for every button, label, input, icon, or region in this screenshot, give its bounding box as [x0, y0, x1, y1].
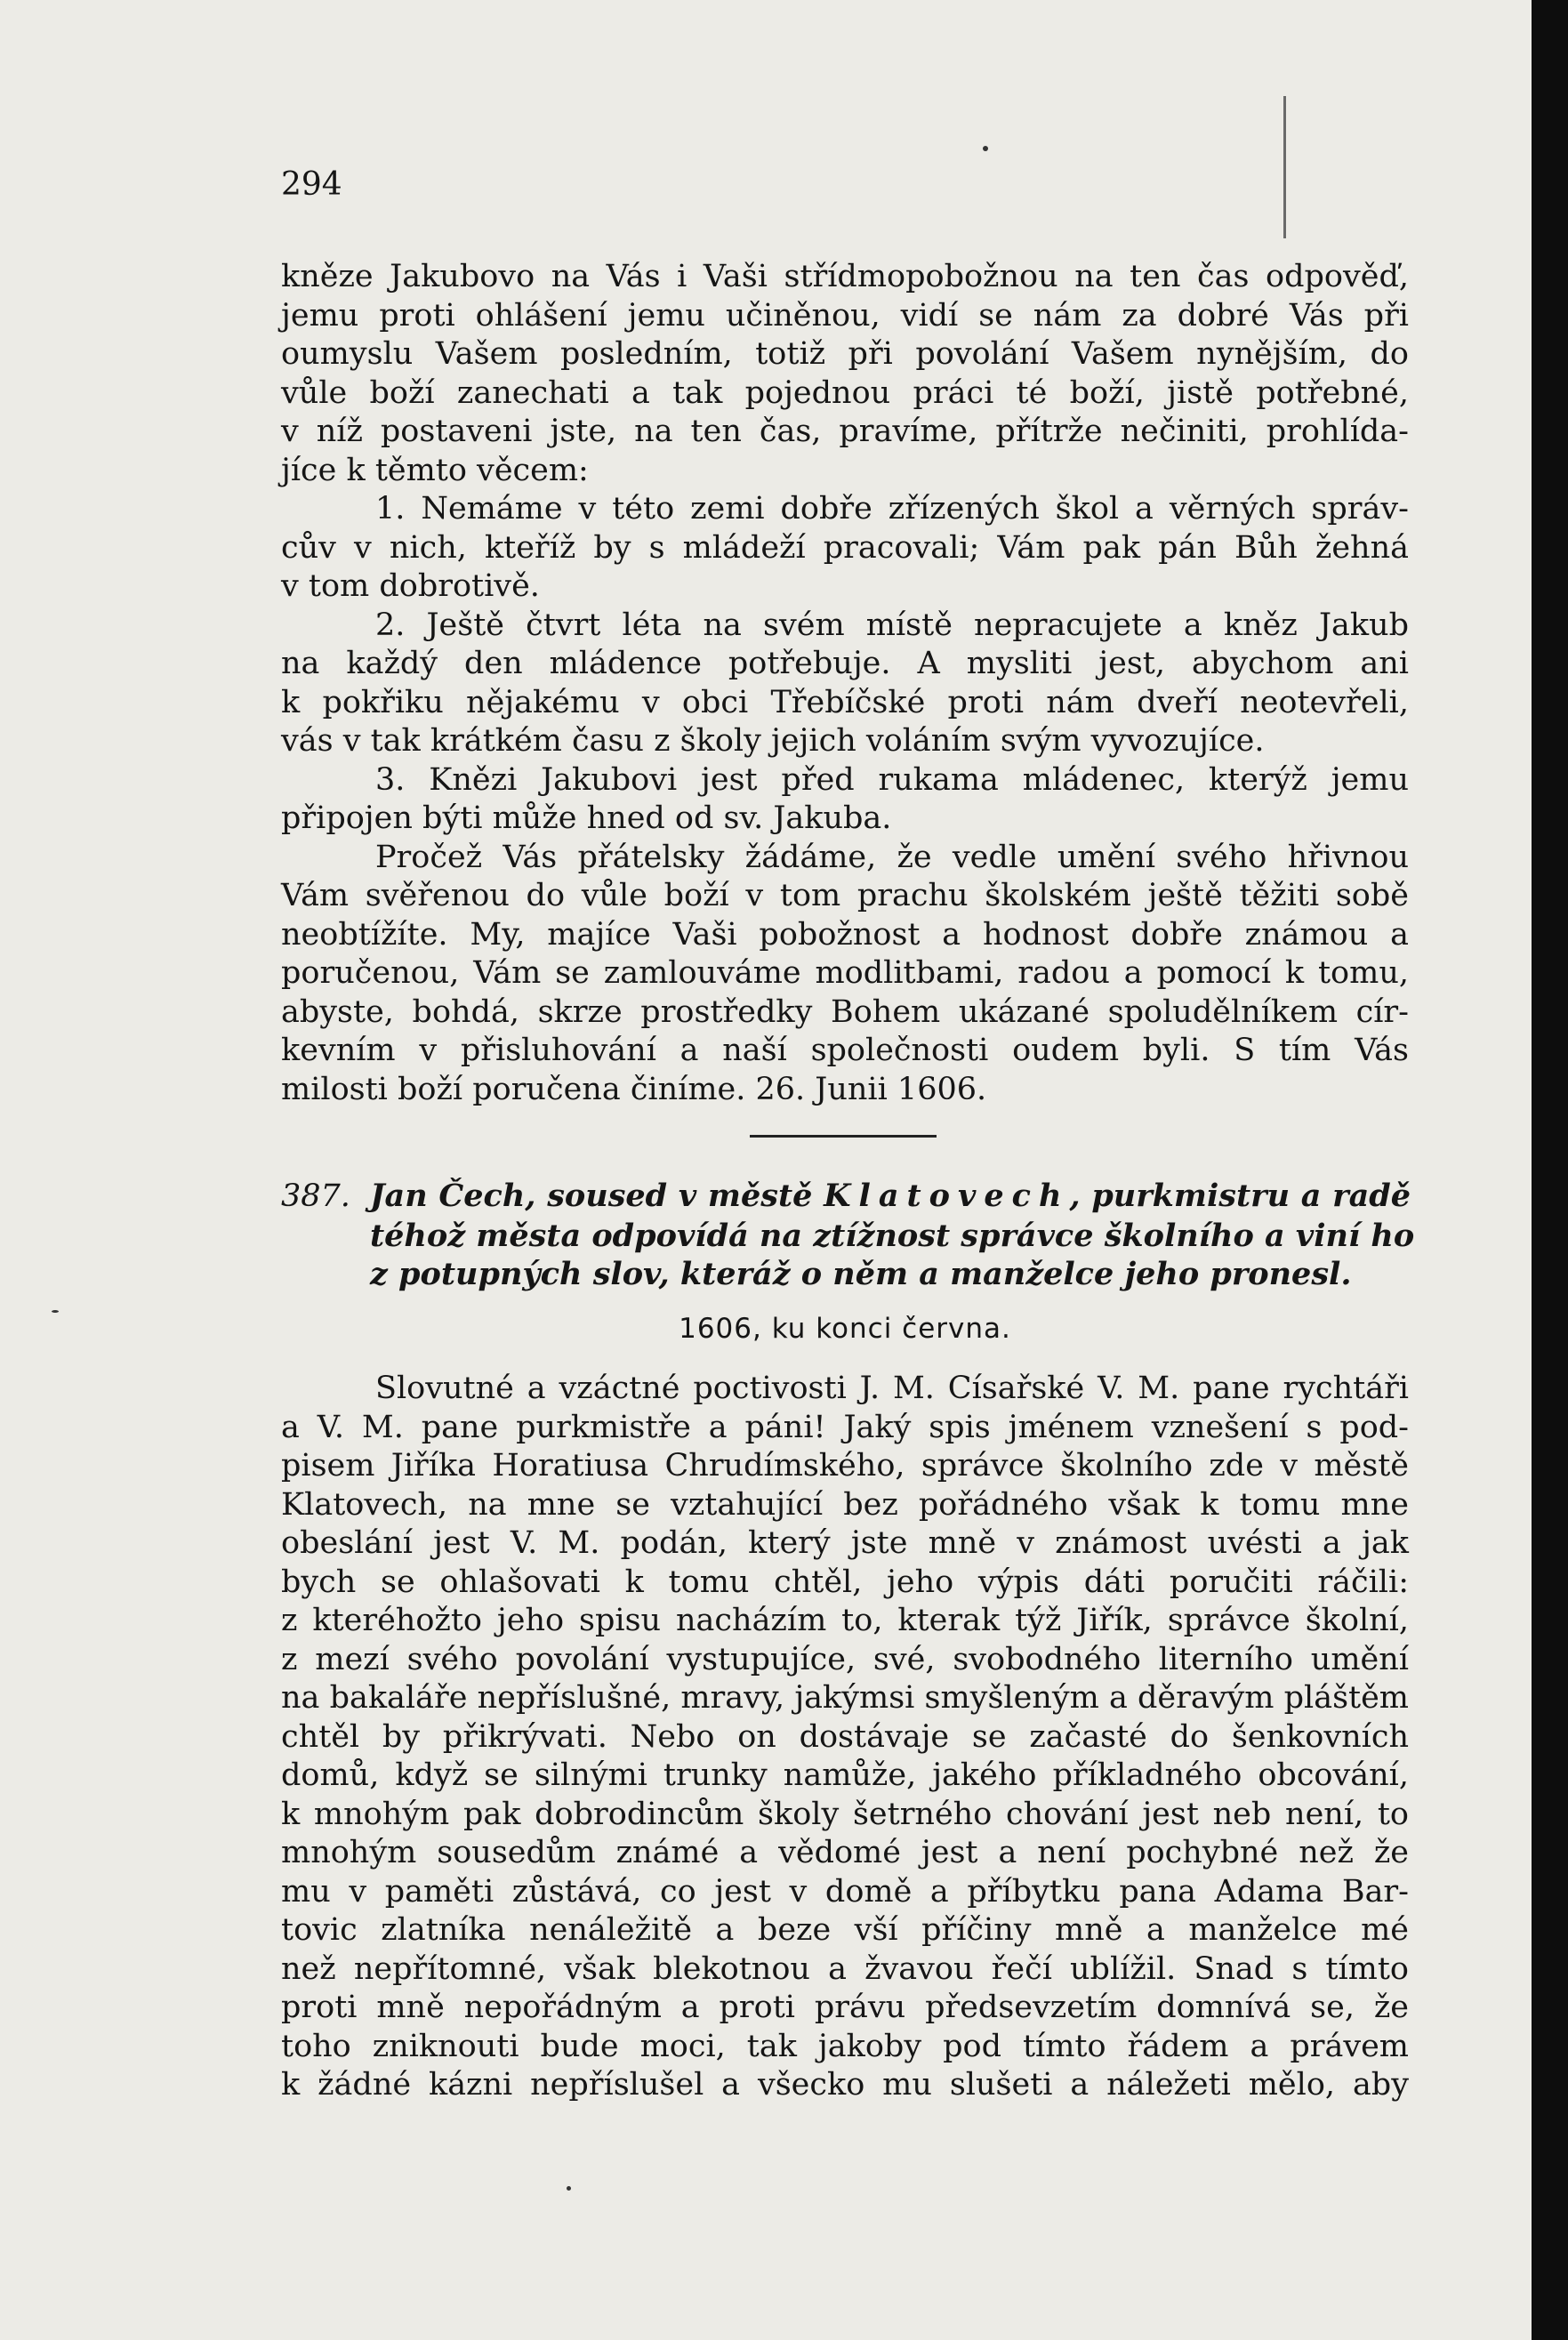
text-line: pisem Jiříka Horatiusa Chrudímského, správce školního zde v městě [281, 1448, 1409, 1484]
heading-text-1b: , purkmistru a radě [1069, 1178, 1411, 1214]
text-line: chtěl by přikrývati. Nebo on dostávaje se začasté do šenkovních [281, 1718, 1409, 1755]
text-line: toho zniknouti bude moci, tak jakoby pod tímto řádem a právem [281, 2028, 1409, 2064]
ink-speck [567, 2186, 571, 2191]
text-line: milosti boží poručena činíme. 26. Junii 1606. [281, 1071, 987, 1107]
text-line: z mezí svého povolání vystupujíce, své, svobodného literního umění [281, 1641, 1409, 1677]
text-line: Klatovech, na mne se vztahující bez pořádného však k tomu mne [281, 1486, 1409, 1523]
text-line: obeslání jest V. M. podán, který jste mně v známost uvésti a jak [281, 1525, 1409, 1561]
text-line: na bakaláře nepříslušné, mravy, jakýmsi smyšleným a děravým pláštěm [281, 1680, 1409, 1716]
text-line: bych se ohlašovati k tomu chtěl, jeho výpis dáti poručiti ráčili: [281, 1564, 1409, 1600]
text-line: domů, když se silnými trunky namůže, jakého příkladného obcování, [281, 1757, 1409, 1793]
section-divider [750, 1135, 937, 1138]
scan-edge [1532, 0, 1568, 2340]
heading-line-2: téhož města odpovídá na ztížnost správce školního a viní ho [370, 1217, 1415, 1254]
text-line: Pročež Vás přátelsky žádáme, že vedle umění svého hřivnou [375, 839, 1409, 875]
text-line: na každý den mládence potřebuje. A mysliti jest, abychom ani [281, 646, 1409, 681]
document-date: 1606, ku konci června. [679, 1313, 1011, 1345]
text-line: z kteréhožto jeho spisu nacházím to, kterak týž Jiřík, správce školní, [281, 1603, 1409, 1638]
text-line: abyste, bohdá, skrze prostředky Bohem ukázané spoludělníkem cír- [281, 993, 1409, 1030]
text-line: neobtížíte. My, majíce Vaši pobožnost a hodnost dobře známou a [281, 916, 1409, 953]
text-line: cův v nich, kteříž by s mládeží pracovali; Vám pak pán Bůh žehná [281, 529, 1409, 566]
text-line: k žádné kázni nepříslušel a všecko mu slušeti a náležeti mělo, aby [281, 2067, 1409, 2103]
text-line: oumyslu Vašem posledním, totiž při povolání Vašem nynějším, do [281, 336, 1409, 372]
text-line: kněze Jakubovo na Vás i Vaši střídmopobožnou na ten čas odpověď, [281, 259, 1409, 294]
text-line: 3. Knězi Jakubovi jest před rukama mládenec, kterýž jemu [375, 761, 1409, 798]
text-line: kevním v přisluhování a naší společnosti oudem byli. S tím Vás [281, 1033, 1409, 1068]
text-line: k pokřiku nějakému v obci Třebíčské proti nám dveří neotevřeli, [281, 684, 1409, 720]
text-line: Vám svěřenou do vůle boží v tom prachu školském ještě těžiti sobě [281, 878, 1409, 913]
ink-speck [52, 1310, 59, 1313]
text-line: mu v paměti zůstává, co jest v domě a příbytku pana Adama Bar- [281, 1873, 1409, 1910]
text-line: proti mně nepořádným a proti právu předsevzetím domnívá se, že [281, 1990, 1409, 2025]
text-line: 1. Nemáme v této zemi dobře zřízených škol a věrných správ- [375, 491, 1409, 527]
text-line: jemu proti ohlášení jemu učiněnou, vidí se nám za dobré Vás při [281, 297, 1409, 334]
document-number: 387. [281, 1178, 350, 1214]
heading-text-1a: Jan Čech, soused v městě [370, 1178, 813, 1214]
margin-mark [1283, 96, 1286, 238]
text-line: než nepřítomné, však blekotnou a žvavou řečí ublížil. Snad s tímto [281, 1950, 1409, 1987]
heading-line-1 [281, 1177, 1411, 1217]
text-line: 2. Ještě čtvrt léta na svém místě nepracujete a kněz Jakub [375, 607, 1409, 643]
text-line: tovic zlatníka nenáležitě a beze vší příčiny mně a manželce mé [281, 1912, 1409, 1948]
text-line: připojen býti může hned od sv. Jakuba. [281, 800, 892, 836]
letter-body-part2 [281, 1370, 1409, 2105]
page-number: 294 [281, 166, 342, 203]
letter-body-part1 [281, 258, 1409, 1109]
text-line: jíce k těmto věcem: [281, 452, 589, 488]
text-line: a V. M. pane purkmistře a páni! Jaký spis jménem vznešení s pod- [281, 1409, 1409, 1445]
ink-speck [983, 146, 988, 151]
text-line: vás v tak krátkém času z školy jejich voláním svým vyvozujíce. [281, 723, 1265, 759]
text-line: Slovutné a vzáctné poctivosti J. M. Císařské V. M. pane rychtáři [375, 1371, 1409, 1406]
heading-place: Klatovech [824, 1178, 1070, 1214]
text-line: poručenou, Vám se zamlouváme modlitbami, radou a pomocí k tomu, [281, 955, 1409, 991]
heading-line-3: z potupných slov, kteráž o něm a manželce jeho pronesl. [370, 1256, 1352, 1292]
document-heading [281, 1177, 1415, 1294]
text-line: mnohým sousedům známé a vědomé jest a není pochybné než že [281, 1835, 1409, 1870]
text-line: vůle boží zanechati a tak pojednou práci té boží, jistě potřebné, [281, 374, 1409, 411]
text-line: v tom dobrotivě. [281, 568, 540, 604]
text-line: v níž postaveni jste, na ten čas, pravíme, přítrže nečiniti, prohlída- [281, 414, 1409, 449]
text-line: k mnohým pak dobrodincům školy šetrného chování jest neb není, to [281, 1796, 1409, 1832]
